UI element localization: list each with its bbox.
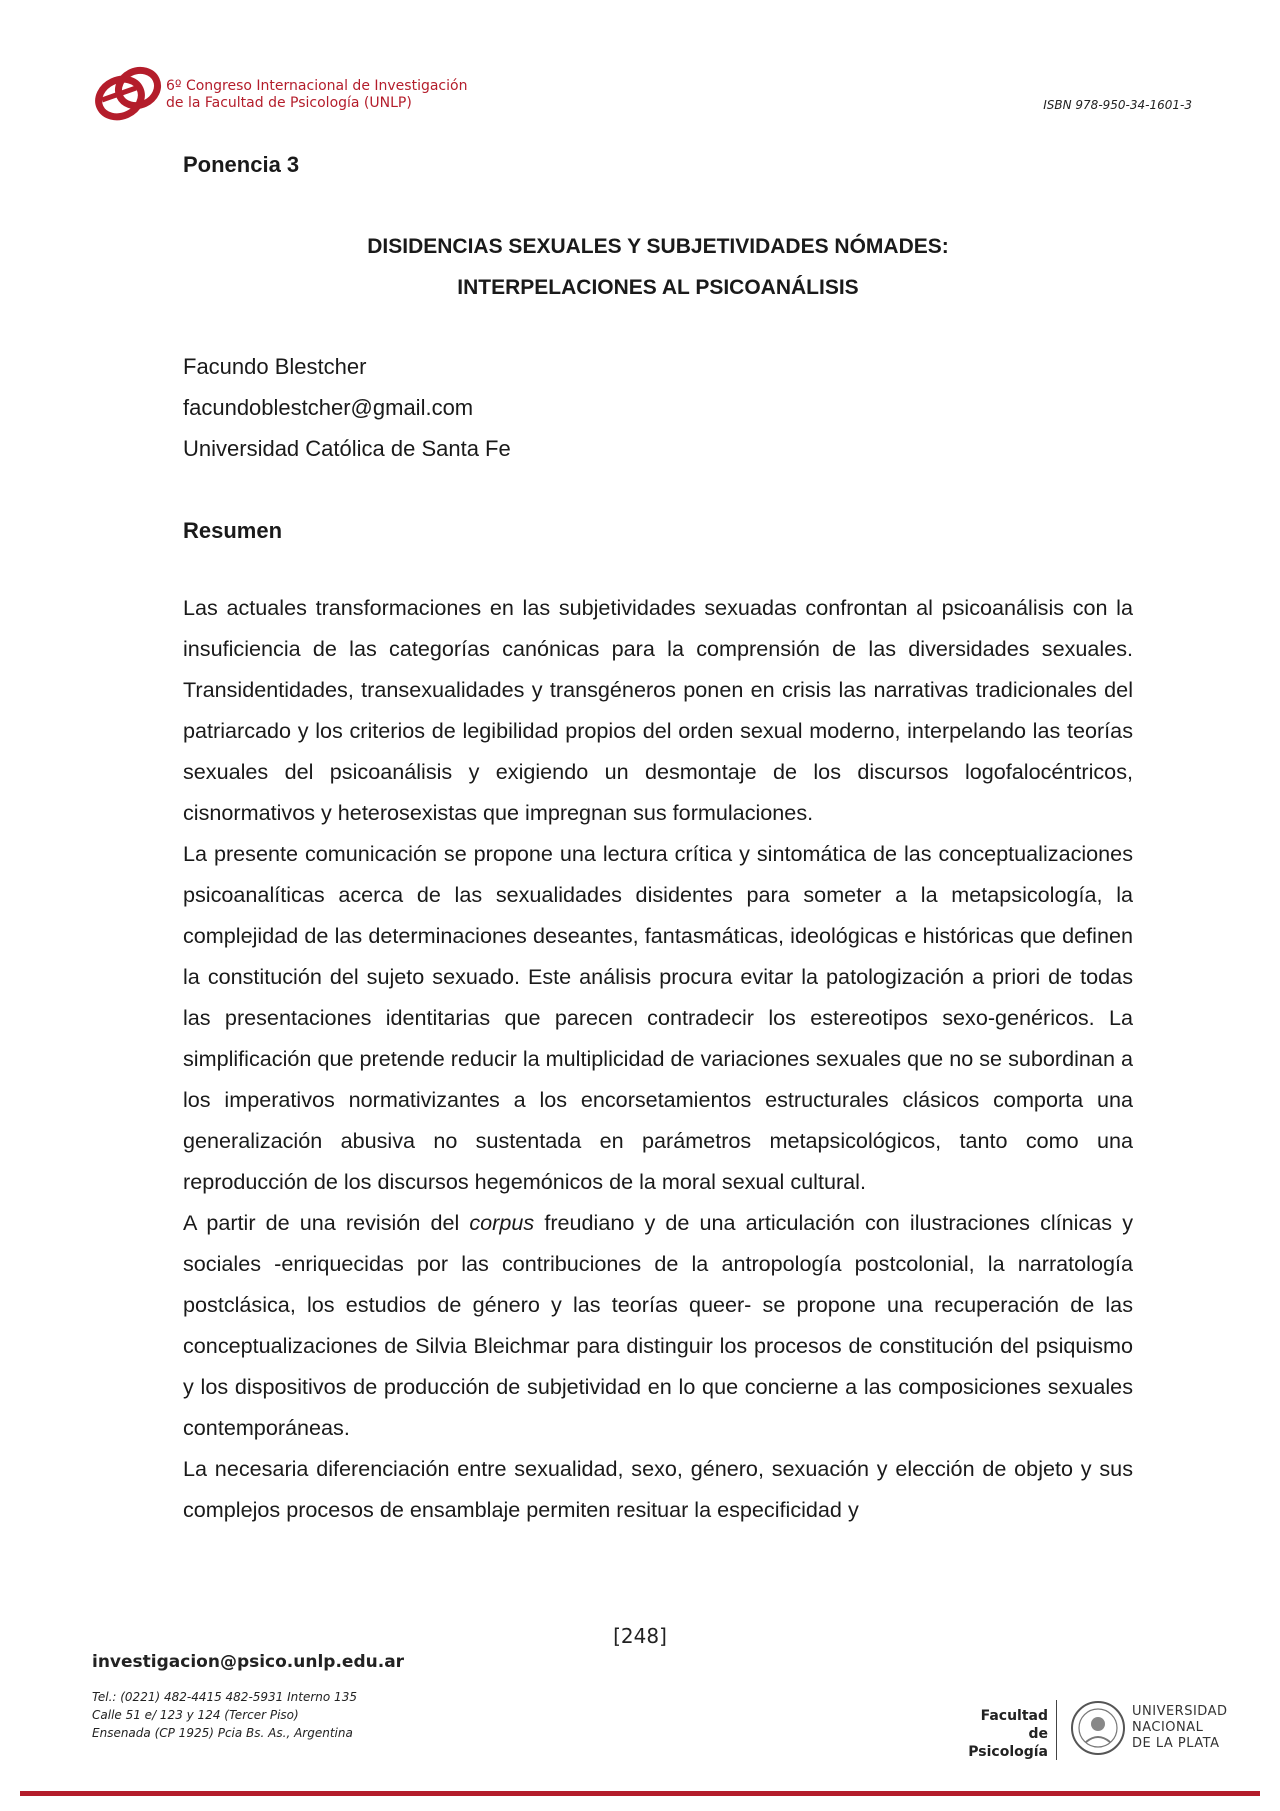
abstract-paragraph-4: La necesaria diferenciación entre sexualidad, sexo, género, sexuación y elección de objeto y sus complejos procesos de ensamblaje permiten resituar la especificidad y (183, 1456, 1133, 1522)
p3-rest: freudiano y de una articulación con ilustraciones clínicas y sociales -enriquecidas por las contribuciones de la antropología postcolonial, la narratología postclásica, los estudios de género y las teorías queer- se propone una recuperación de las conceptualizaciones de Silvia Bleichmar para distinguir los procesos de constitución del psiquismo y los dispositivos de producción de subjetividad en lo que concierne a las composiciones sexuales contemporáneas. (183, 1210, 1133, 1440)
title-line-2: INTERPELACIONES AL PSICOANÁLISIS (457, 276, 859, 299)
bottom-rule (20, 1791, 1260, 1796)
abstract-paragraph-1: Las actuales transformaciones en las subjetividades sexuadas confrontan al psicoanálisis con la insuficiencia de las categorías canónicas para la comprensión de las diversidades sexuales. Transidentidades, transexualidades y transgéneros ponen en crisis las narrativas tradicionales del patriarcado y los criterios de legibilidad propios del orden sexual moderno, interpelando las teorías sexuales del psicoanálisis y exigiendo un desmontaje de los discursos logofalocéntricos, cisnormativos y heterosexistas que impregnan sus formulaciones. (183, 595, 1133, 825)
footer-address-line-2: Ensenada (CP 1925) Pcia Bs. As., Argentina (92, 1726, 353, 1740)
facultad-label (958, 1707, 1048, 1761)
university-seal-icon (1070, 1698, 1126, 1758)
footer-tel: Tel.: (0221) 482-4415 482-5931 Interno 135 (92, 1690, 357, 1704)
footer-address (92, 1688, 357, 1742)
congress-logo-icon (92, 64, 164, 124)
footer-divider (1056, 1700, 1057, 1760)
unlp-line-3: DE LA PLATA (1132, 1736, 1220, 1751)
paper-title (183, 226, 1133, 308)
title-line-1: DISIDENCIAS SEXUALES Y SUBJETIVIDADES NÓMADES: (367, 235, 949, 258)
section-label: Ponencia 3 (183, 152, 300, 177)
university-name (1132, 1704, 1227, 1752)
facultad-line-2: Psicología (968, 1744, 1048, 1760)
abstract-heading: Resumen (183, 518, 283, 543)
author-name: Facundo Blestcher (183, 354, 367, 379)
page-number: [248] (613, 1624, 667, 1648)
author-email: facundoblestcher@gmail.com (183, 395, 474, 420)
abstract-paragraph-3 (183, 1202, 1133, 1448)
p3-italic-corpus: corpus (469, 1210, 535, 1235)
footer-address-line-1: Calle 51 e/ 123 y 124 (Tercer Piso) (92, 1708, 299, 1722)
congress-title (166, 78, 467, 112)
facultad-line-1: Facultad de (980, 1708, 1048, 1742)
congress-line-1: 6º Congreso Internacional de Investigación (166, 78, 468, 94)
abstract (183, 587, 1133, 1530)
unlp-line-1: UNIVERSIDAD (1132, 1704, 1228, 1719)
footer-email: investigacion@psico.unlp.edu.ar (92, 1652, 405, 1672)
unlp-line-2: NACIONAL (1132, 1720, 1204, 1735)
p3-start: A partir de una revisión del (183, 1210, 470, 1235)
isbn: ISBN 978-950-34-1601-3 (1043, 98, 1192, 112)
author-block (183, 346, 1133, 469)
paper-body (183, 148, 1133, 1530)
author-affiliation: Universidad Católica de Santa Fe (183, 436, 511, 461)
abstract-paragraph-2: La presente comunicación se propone una lectura crítica y sintomática de las conceptualizaciones psicoanalíticas acerca de las sexualidades disidentes para someter a la metapsicología, la complejidad de las determinaciones deseantes, fantasmáticas, ideológicas e históricas que definen la constitución del sujeto sexuado. Este análisis procura evitar la patologización a priori de todas las presentaciones identitarias que parecen contradecir los estereotipos sexo-genéricos. La simplificación que pretende reducir la multiplicidad de variaciones sexuales que no se subordinan a los imperativos normativizantes a los encorsetamientos estructurales clásicos comporta una generalización abusiva no sustentada en parámetros metapsicológicos, tanto como una reproducción de los discursos hegemónicos de la moral sexual cultural. (183, 841, 1133, 1194)
congress-line-2: de la Facultad de Psicología (UNLP) (166, 95, 412, 111)
